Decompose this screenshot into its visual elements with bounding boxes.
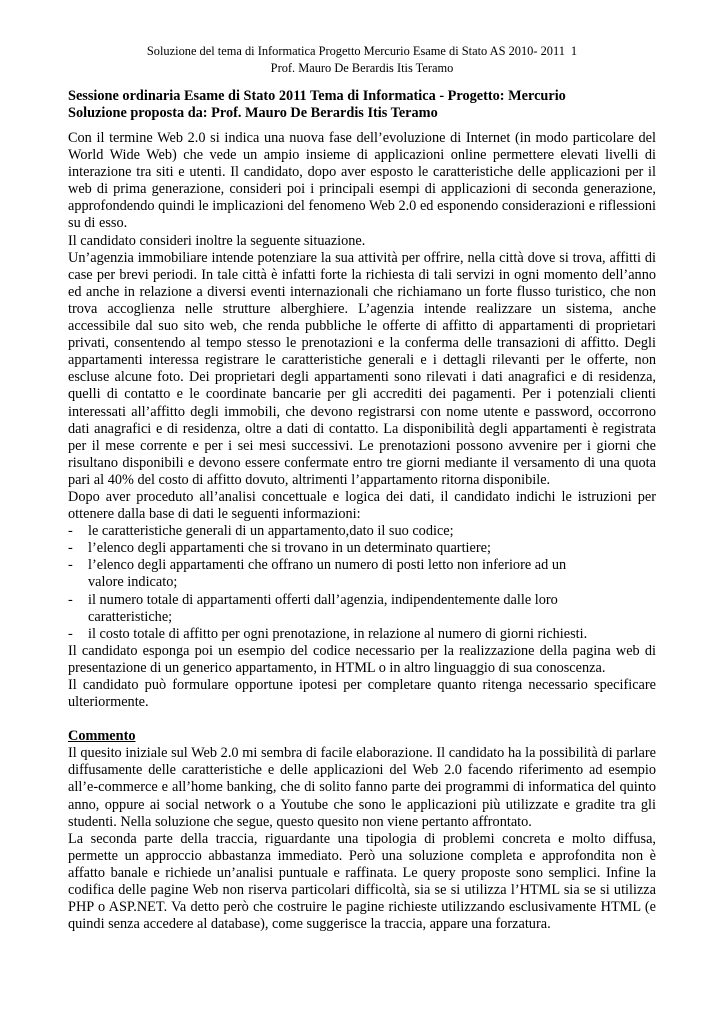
paragraph-situation-intro: Il candidato consideri inoltre la seguente situazione. — [68, 232, 366, 249]
paragraph-web20: Con il termine Web 2.0 si indica una nuova fase dell’evoluzione di Internet (in modo particolare del World Wide Web) che vede un ampio insieme di applicazioni online permettere elevati livelli di interazione tra siti e utenti. Il candidato, dopo aver esposto le caratteristiche delle applicazioni per il web di prima generazione, consideri poi i principali esempi di applicazioni di seconda generazione, approfondendo quindi le implicazioni del fenomeno Web 2.0 ed esponendo considerazioni e riflessioni su di esso. — [68, 130, 656, 232]
list-item — [68, 592, 596, 626]
list-item-text: l’elenco degli appartamenti che si trovano in un determinato quartiere; — [88, 540, 491, 557]
list-item — [68, 557, 596, 591]
list-item — [68, 626, 596, 643]
comment-paragraph-1: Il quesito iniziale sul Web 2.0 mi sembra di facile elaborazione. Il candidato ha la possibilità di parlare diffusamente delle caratteristiche e delle applicazioni del Web 2.0 facendo riferimento ad esempio all’e-commerce e all’home banking, che di solito fanno parte dei programmi di informatica del quinto anno, oppure ai social network o a Youtube che sono le applicazioni più utilizzate e gradite tra gli studenti. Nella soluzione che segue, questo quesito non viene pertanto affrontato. — [68, 745, 656, 830]
list-dash: - — [68, 540, 73, 557]
paragraph-hypotheses: Il candidato può formulare opportune ipotesi per completare quanto ritenga necessario specificare ulteriormente. — [68, 677, 656, 711]
list-item-text: il numero totale di appartamenti offerti dall’agenzia, indipendentemente dalle loro caratteristiche; — [88, 591, 558, 625]
document-body — [68, 130, 656, 933]
requirements-list — [68, 523, 656, 643]
list-item — [68, 523, 596, 540]
header-title: Soluzione del tema di Informatica Progetto Mercurio Esame di Stato AS 2010- 2011 — [146, 44, 565, 58]
header-line-2: Prof. Mauro De Berardis Itis Teramo — [270, 61, 454, 75]
comment-paragraph-2: La seconda parte della traccia, riguardante una tipologia di problemi concreta e molto diffusa, permette un approccio abbastanza immediato. Però una soluzione completa e approfondita non è affatto banale e richiede un’analisi puntuale e raffinata. Le query proposte sono semplici. Infine la codifica delle pagine Web non riserva particolari difficoltà, sia se si utilizza l’HTML sia se si utilizza PHP o ASP.NET. Va detto però che costruire le pagine richieste utilizzando esclusivamente HTML (e quindi senza accedere al database), come suggerisce la traccia, appare una forzatura. — [68, 830, 656, 933]
list-dash: - — [68, 625, 73, 642]
comment-heading: Commento — [68, 728, 136, 745]
paragraph-code-example: Il candidato esponga poi un esempio del codice necessario per la realizzazione della pagina web di presentazione di un generico appartamento, in HTML o in altro linguaggio di sua conoscenza. — [68, 642, 656, 676]
page-number: 1 — [570, 44, 578, 58]
list-dash: - — [68, 591, 73, 608]
running-header — [68, 43, 656, 77]
list-item-text: l’elenco degli appartamenti che offrano un numero di posti letto non inferiore ad un valore indicato; — [88, 557, 567, 591]
title-line-1: Sessione ordinaria Esame di Stato 2011 Tema di Informatica - Progetto: Mercurio — [68, 88, 566, 104]
paragraph-agency: Un’agenzia immobiliare intende potenziare la sua attività per offrire, nella città dove si trova, affitti di case per brevi periodi. In tale città è infatti forte la richiesta di tali servizi in ogni momento dell’anno ed anche in relazione a diversi eventi internazionali che richiamano un forte flusso turistico, che non trova accoglienza nelle strutture alberghiere. L’agenzia intende realizzare un sistema, anche accessibile dal suo sito web, che renda pubbliche le offerte di affitto di appartamenti di proprietari privati, consentendo al tempo stesso le prenotazioni e la conferma delle transazioni di affitto. Degli appartamenti interessa registrare le caratteristiche generali e i dettagli rilevanti per le offerte, non escluse alcune foto. Dei proprietari degli appartamenti sono rilevati i dati anagrafici e di residenza, quelli di contatto e le coordinate bancarie per gli accrediti dei pagamenti. Per i potenziali clienti interessati all’affitto degli immobili, che devono registrarsi con nome utente e password, occorrono dati anagrafici e di residenza, oltre a dati di contatto. La disponibilità degli appartamenti è registrata per il mese corrente e per i sei mesi successivi. Le prenotazioni possono avvenire per i giorni che risultano disponibili e devono essere confermate entro tre giorni mediante il versamento di una quota pari al 40% del costo di affitto dovuto, altrimenti l’appartamento ritorna disponibile. — [68, 249, 656, 488]
list-item — [68, 540, 596, 557]
list-dash: - — [68, 557, 73, 574]
list-dash: - — [68, 523, 73, 540]
list-item-text: il costo totale di affitto per ogni prenotazione, in relazione al numero di giorni richiesti. — [88, 625, 588, 642]
header-line-1 — [68, 43, 656, 60]
paragraph-query-intro: Dopo aver proceduto all’analisi concettuale e logica dei dati, il candidato indichi le istruzioni per ottenere dalla base di dati le seguenti informazioni: — [68, 488, 656, 523]
title-line-2: Soluzione proposta da: Prof. Mauro De Berardis Itis Teramo — [68, 105, 438, 121]
document-title — [68, 88, 656, 122]
list-item-text: le caratteristiche generali di un appartamento,dato il suo codice; — [88, 523, 454, 540]
